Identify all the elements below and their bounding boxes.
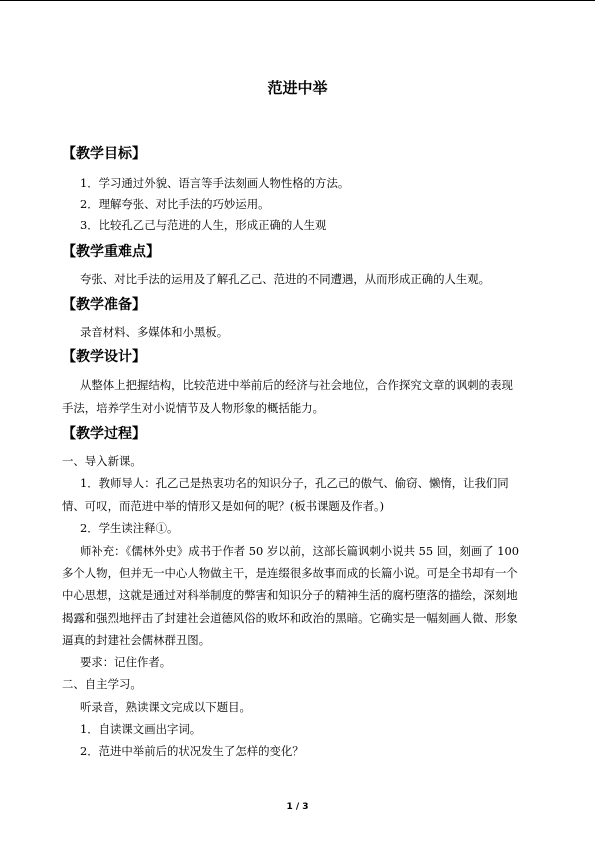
teacher-note-line-4: 揭露和强烈地抨击了封建社会道德风俗的败坏和政治的黑暗。它确实是一幅刻画人微、形象 <box>62 611 518 625</box>
design-line-1: 从整体上把握结构，比较范进中举前后的经济与社会地位，合作探究文章的讽刺的表现 <box>80 378 513 392</box>
page-number: 1 / 3 <box>286 802 309 812</box>
listen-instruction: 听录音，熟读课文完成以下题目。 <box>80 700 251 714</box>
teacher-note-line-2: 多个人物，但并无一中心人物做主干，是连缀很多故事而成的长篇小说。可是全书却有一个 <box>62 566 518 580</box>
heading-key-points: 【教学重难点】 <box>62 244 160 260</box>
heading-preparation: 【教学准备】 <box>62 297 146 313</box>
process-section-1: 一、导入新课。 <box>62 454 142 468</box>
process-s1-item1-line1: 1．教师导人：孔乙己是热衷功名的知识分子，孔乙己的傲气、偷窃、懒惰，让我们同 <box>80 476 509 490</box>
goal-item-3: 3．比较孔乙己与范进的人生，形成正确的人生观 <box>80 218 327 232</box>
goal-item-1: 1．学习通过外貌、语言等手法刻画人物性格的方法。 <box>80 176 350 190</box>
key-points-text: 夸张、对比手法的运用及了解孔乙己、范进的不同遭遇，从而形成正确的人生观。 <box>80 272 491 286</box>
process-section-2: 二、自主学习。 <box>62 677 142 691</box>
process-s2-item1: 1．自读课文画出字词。 <box>80 722 202 736</box>
teacher-note-line-5: 逼真的封建社会儒林群丑图。 <box>62 633 211 647</box>
heading-teaching-goals: 【教学目标】 <box>62 146 146 162</box>
document-title: 范进中举 <box>267 79 328 97</box>
process-s2-item2: 2．范进中举前后的状况发生了怎样的变化？ <box>80 744 304 758</box>
design-line-2: 手法，培养学生对小说情节及人物形象的概括能力。 <box>62 401 324 415</box>
preparation-text: 录音材料、多媒体和小黑板。 <box>80 325 229 339</box>
heading-design: 【教学设计】 <box>62 349 146 365</box>
process-s1-item1-line2: 情、可叹，而范进中举的情形又是如何的呢？(板书课题及作者。) <box>62 499 385 513</box>
page-top-rule <box>0 0 595 1</box>
goal-item-2: 2．理解夸张、对比手法的巧妙运用。 <box>80 197 270 211</box>
heading-process: 【教学过程】 <box>62 426 146 442</box>
teacher-note-line-3: 中心思想，这就是通过对科举制度的弊害和知识分子的精神生活的腐朽堕落的描绘，深刻地 <box>62 588 518 602</box>
teacher-note-line-1: 师补充：《儒林外史》成书于作者 50 岁以前，这部长篇讽刺小说共 55 回，刻画了 100 <box>80 544 520 558</box>
requirement-text: 要求：记住作者。 <box>80 655 172 669</box>
process-s1-item2: 2．学生读注释①。 <box>80 521 179 535</box>
